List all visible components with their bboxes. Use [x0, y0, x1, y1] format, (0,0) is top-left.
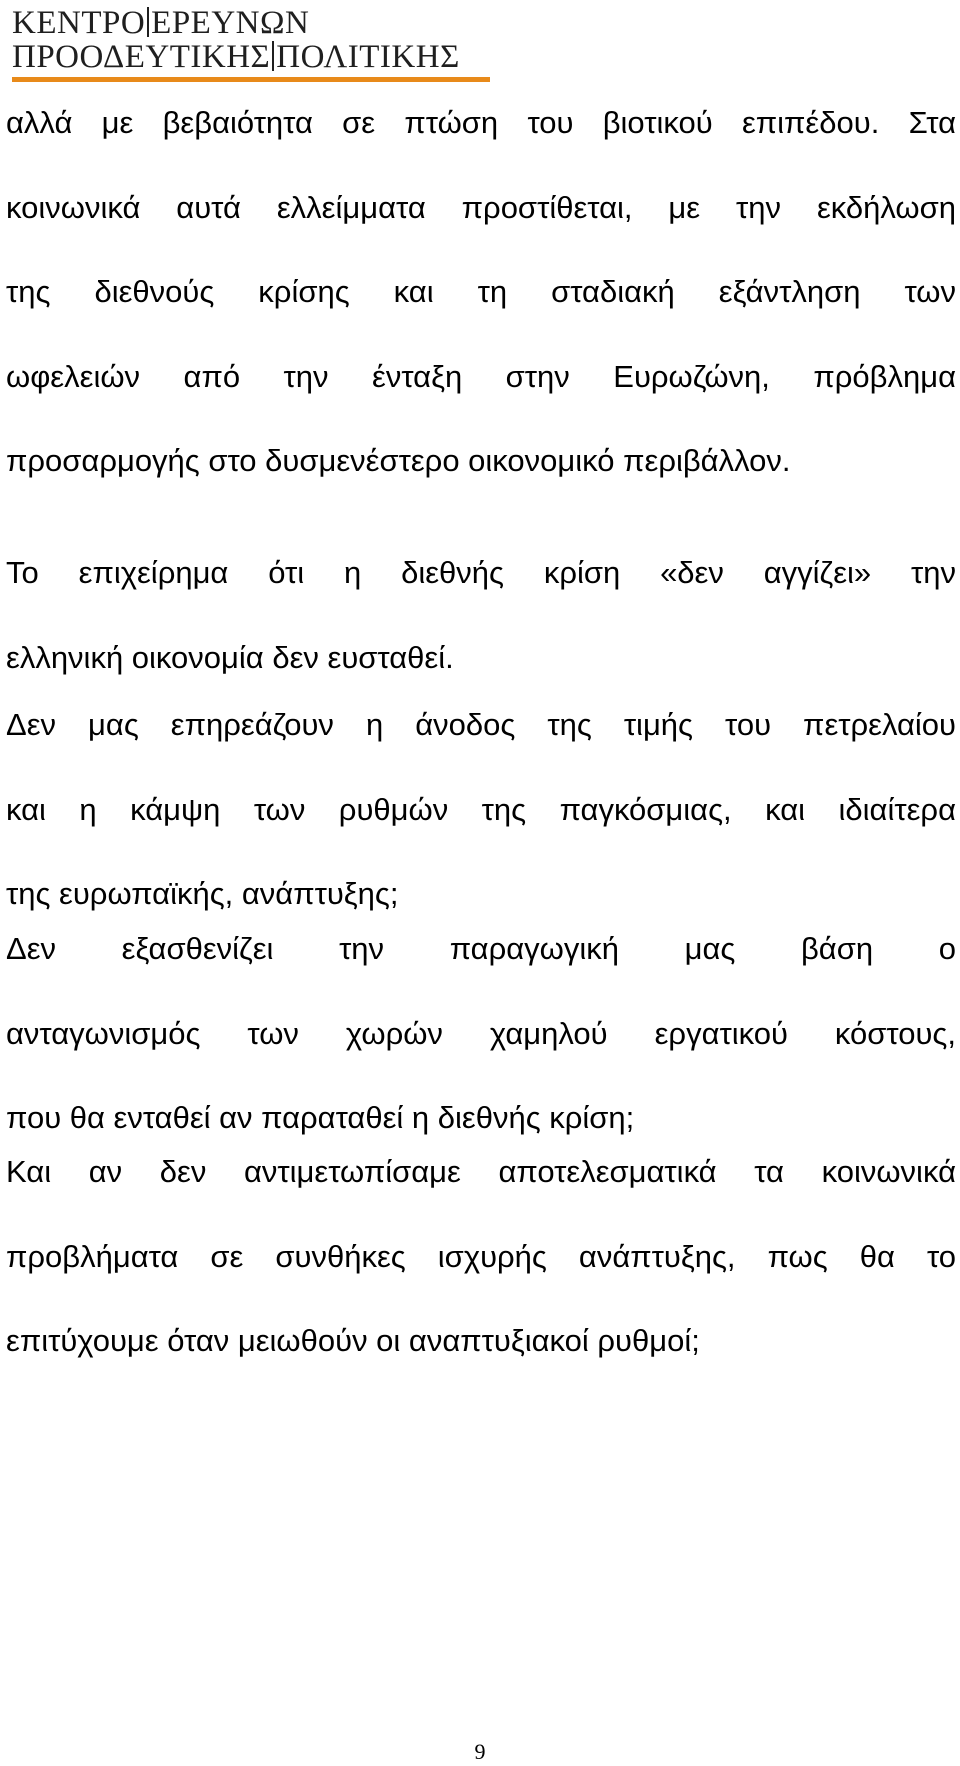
text-line: Και αν δεν αντιμετωπίσαμε αποτελεσματικά τα κοινωνικά	[6, 1154, 956, 1189]
paragraph-2	[6, 531, 956, 700]
logo-separator	[147, 7, 149, 37]
text-line: και η κάμψη των ρυθμών της παγκόσμιας, και ιδιαίτερα	[6, 791, 956, 827]
paragraph-3	[6, 683, 956, 937]
text-line: Δεν εξασθενίζει την παραγωγική μας βάση ο	[6, 931, 956, 966]
paragraph-4	[6, 907, 956, 1161]
text-line: της διεθνούς κρίσης και τη σταδιακή εξάντληση των	[6, 274, 956, 309]
logo-word-politikis: ΠΟΛΙΤΙΚΗΣ	[276, 39, 460, 75]
text-line: Δεν μας επηρεάζουν η άνοδος της τιμής του πετρελαίου	[6, 707, 956, 742]
text-line: ανταγωνισμός των χωρών χαμηλού εργατικού κόστους,	[6, 1015, 956, 1051]
logo-word-proodeftikis: ΠΡΟΟΔΕΥΤΙΚΗΣ	[12, 39, 271, 75]
paragraph-5	[6, 1130, 956, 1384]
text-line: προβλήματα σε συνθήκες ισχυρής ανάπτυξης, πως θα το	[6, 1238, 956, 1274]
text-line: της ευρωπαϊκής, ανάπτυξης;	[6, 876, 399, 911]
text-line: ωφελειών από την ένταξη στην Ευρωζώνη, πρόβλημα	[6, 358, 956, 394]
text-line: που θα ενταθεί αν παραταθεί η διεθνής κρίση;	[6, 1100, 635, 1135]
text-line: αλλά με βεβαιότητα σε πτώση του βιοτικού επιπέδου. Στα	[6, 105, 956, 140]
paragraph-1	[6, 81, 956, 504]
logo-separator	[272, 41, 274, 71]
page-number: 9	[474, 1739, 486, 1764]
text-line: προσαρμογής στο δυσμενέστερο οικονομικό περιβάλλον.	[6, 443, 791, 478]
text-line: Το επιχείρημα ότι η διεθνής κρίση «δεν αγγίζει» την	[6, 555, 956, 590]
text-line: ελληνική οικονομία δεν ευσταθεί.	[6, 639, 454, 675]
text-line: κοινωνικά αυτά ελλείμματα προστίθεται, με την εκδήλωση	[6, 189, 956, 225]
text-line: επιτύχουμε όταν μειωθούν οι αναπτυξιακοί ρυθμοί;	[6, 1323, 700, 1358]
kepp-logo	[12, 6, 490, 82]
logo-line-1	[12, 6, 490, 40]
logo-word-kentro: ΚΕΝΤΡΟ	[12, 5, 146, 41]
logo-line-2	[12, 40, 490, 74]
logo-word-ereynon: ΕΡΕΥΝΩΝ	[151, 5, 310, 41]
